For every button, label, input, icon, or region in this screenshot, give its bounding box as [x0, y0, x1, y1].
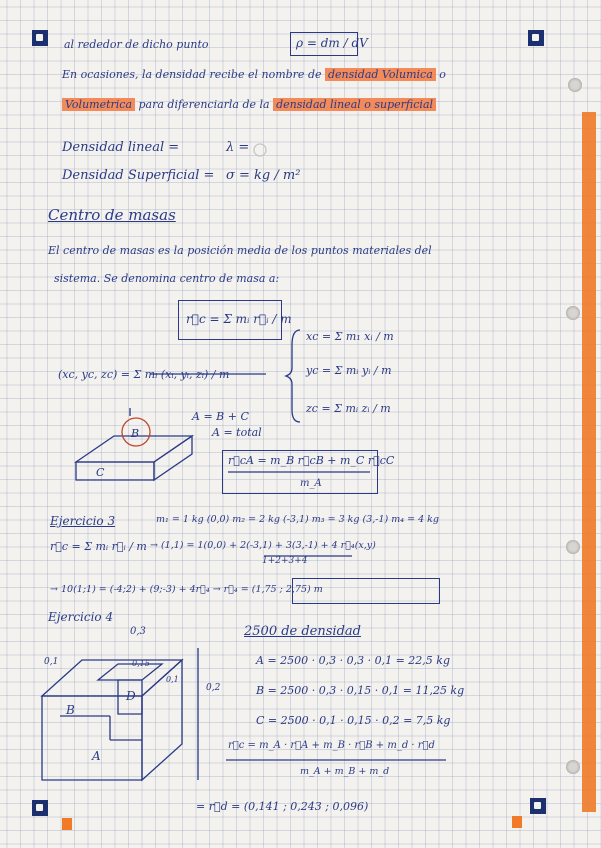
label-c: C: [96, 466, 105, 479]
dim-03: 0,3: [130, 626, 146, 637]
label-b: B: [131, 427, 140, 440]
paragraph-1: En ocasiones, la densidad recibe el nombre de densidad Volumica o: [62, 68, 446, 81]
ejercicio-4-title: Ejercicio 4: [48, 610, 114, 624]
yc-formula: yc = Σ mᵢ yᵢ / m: [306, 364, 392, 377]
densidad-superficial: Densidad Superficial =: [62, 168, 215, 183]
paragraph-2b: sistema. Se denomina centro de masa a:: [54, 272, 280, 285]
paragraph-1b: Volumetrica para diferenciarla de la densidad lineal o superficial: [62, 98, 436, 111]
lambda-scribble: [254, 144, 266, 156]
rc-final-numerator: r⃗c = m_A · r⃗A + m_B · r⃗B + m_d · r⃗d: [228, 740, 435, 751]
dim-01: 0,1: [44, 657, 59, 667]
cutout-top: [98, 664, 162, 680]
block-front: [42, 696, 142, 780]
ejercicio-3-data: m₁ = 1 kg (0,0) m₂ = 2 kg (-3,1) m₃ = 3 kg (3,-1) m₄ = 4 kg: [156, 514, 439, 525]
densidad-lineal: Densidad lineal =: [62, 140, 180, 155]
ejercicio-3-substitution: → (1,1) = 1(0,0) + 2(-3,1) + 3(3,-1) + 4 r⃗₄(x,y): [150, 540, 376, 551]
rc-formula: r⃗c = Σ mᵢ r⃗ᵢ / m: [186, 312, 292, 326]
paragraph-2a: El centro de masas es la posición media de los puntos materiales del: [48, 244, 432, 257]
label-a: A: [92, 749, 101, 763]
dim-01b: 0,1: [166, 675, 179, 684]
text-line-1: al rededor de dicho punto: [64, 38, 209, 51]
ejercicio-3-denominator: 1+2+3+4: [262, 556, 308, 566]
rca-numerator: r⃗cA = m_B r⃗cB + m_C r⃗cC: [228, 454, 395, 467]
label-d: D: [126, 689, 136, 703]
highlight-lineal-superficial: densidad lineal o superficial: [273, 98, 436, 111]
coords-equation: (xc, yc, zc) = Σ mᵢ (xᵢ, yᵢ, zᵢ) / m: [58, 368, 230, 381]
dim-02: 0,2: [206, 683, 221, 693]
rc-final-denominator: m_A + m_B + m_d: [300, 766, 390, 777]
label-b2: B: [66, 703, 75, 717]
slab-front: [76, 462, 154, 480]
ejercicio-3-formula: r⃗c = Σ mᵢ r⃗ᵢ / m: [50, 540, 147, 553]
highlight-volumetrica: Volumetrica: [62, 98, 135, 111]
slab-side: [154, 436, 192, 480]
mass-a: A = 2500 · 0,3 · 0,3 · 0,1 = 22,5 kg: [256, 654, 451, 667]
mass-c: C = 2500 · 0,1 · 0,15 · 0,2 = 7,5 kg: [256, 714, 451, 727]
sigma-eq: σ = kg / m²: [226, 168, 301, 183]
mass-b: B = 2500 · 0,3 · 0,15 · 0,1 = 11,25 kg: [256, 684, 465, 697]
ejercicio-3-title: Ejercicio 3: [50, 514, 116, 528]
brace: [286, 330, 300, 422]
highlight-volumica: densidad Volumica: [325, 68, 436, 81]
lambda-eq: λ =: [226, 140, 250, 155]
a-equals-b-plus-c: A = B + C: [192, 410, 249, 423]
zc-formula: zc = Σ mᵢ zᵢ / m: [306, 402, 391, 415]
xc-formula: xc = Σ m₁ xᵢ / m: [306, 330, 394, 343]
ejercicio-3-result: → 10(1;1) = (-4;2) + (9;-3) + 4r⃗₄ → r⃗₄ = (1,75 ; 2,75) m: [50, 584, 323, 595]
rca-denominator: m_A: [300, 478, 322, 489]
dim-015: 0,15: [132, 659, 150, 668]
density-formula: ρ = dm / dV: [296, 36, 368, 50]
density-title: 2500 de densidad: [244, 624, 361, 639]
a-total: A = total: [212, 426, 262, 439]
final-result: = r⃗d = (0,141 ; 0,243 ; 0,096): [196, 800, 369, 813]
section-title: Centro de masas: [48, 206, 176, 224]
